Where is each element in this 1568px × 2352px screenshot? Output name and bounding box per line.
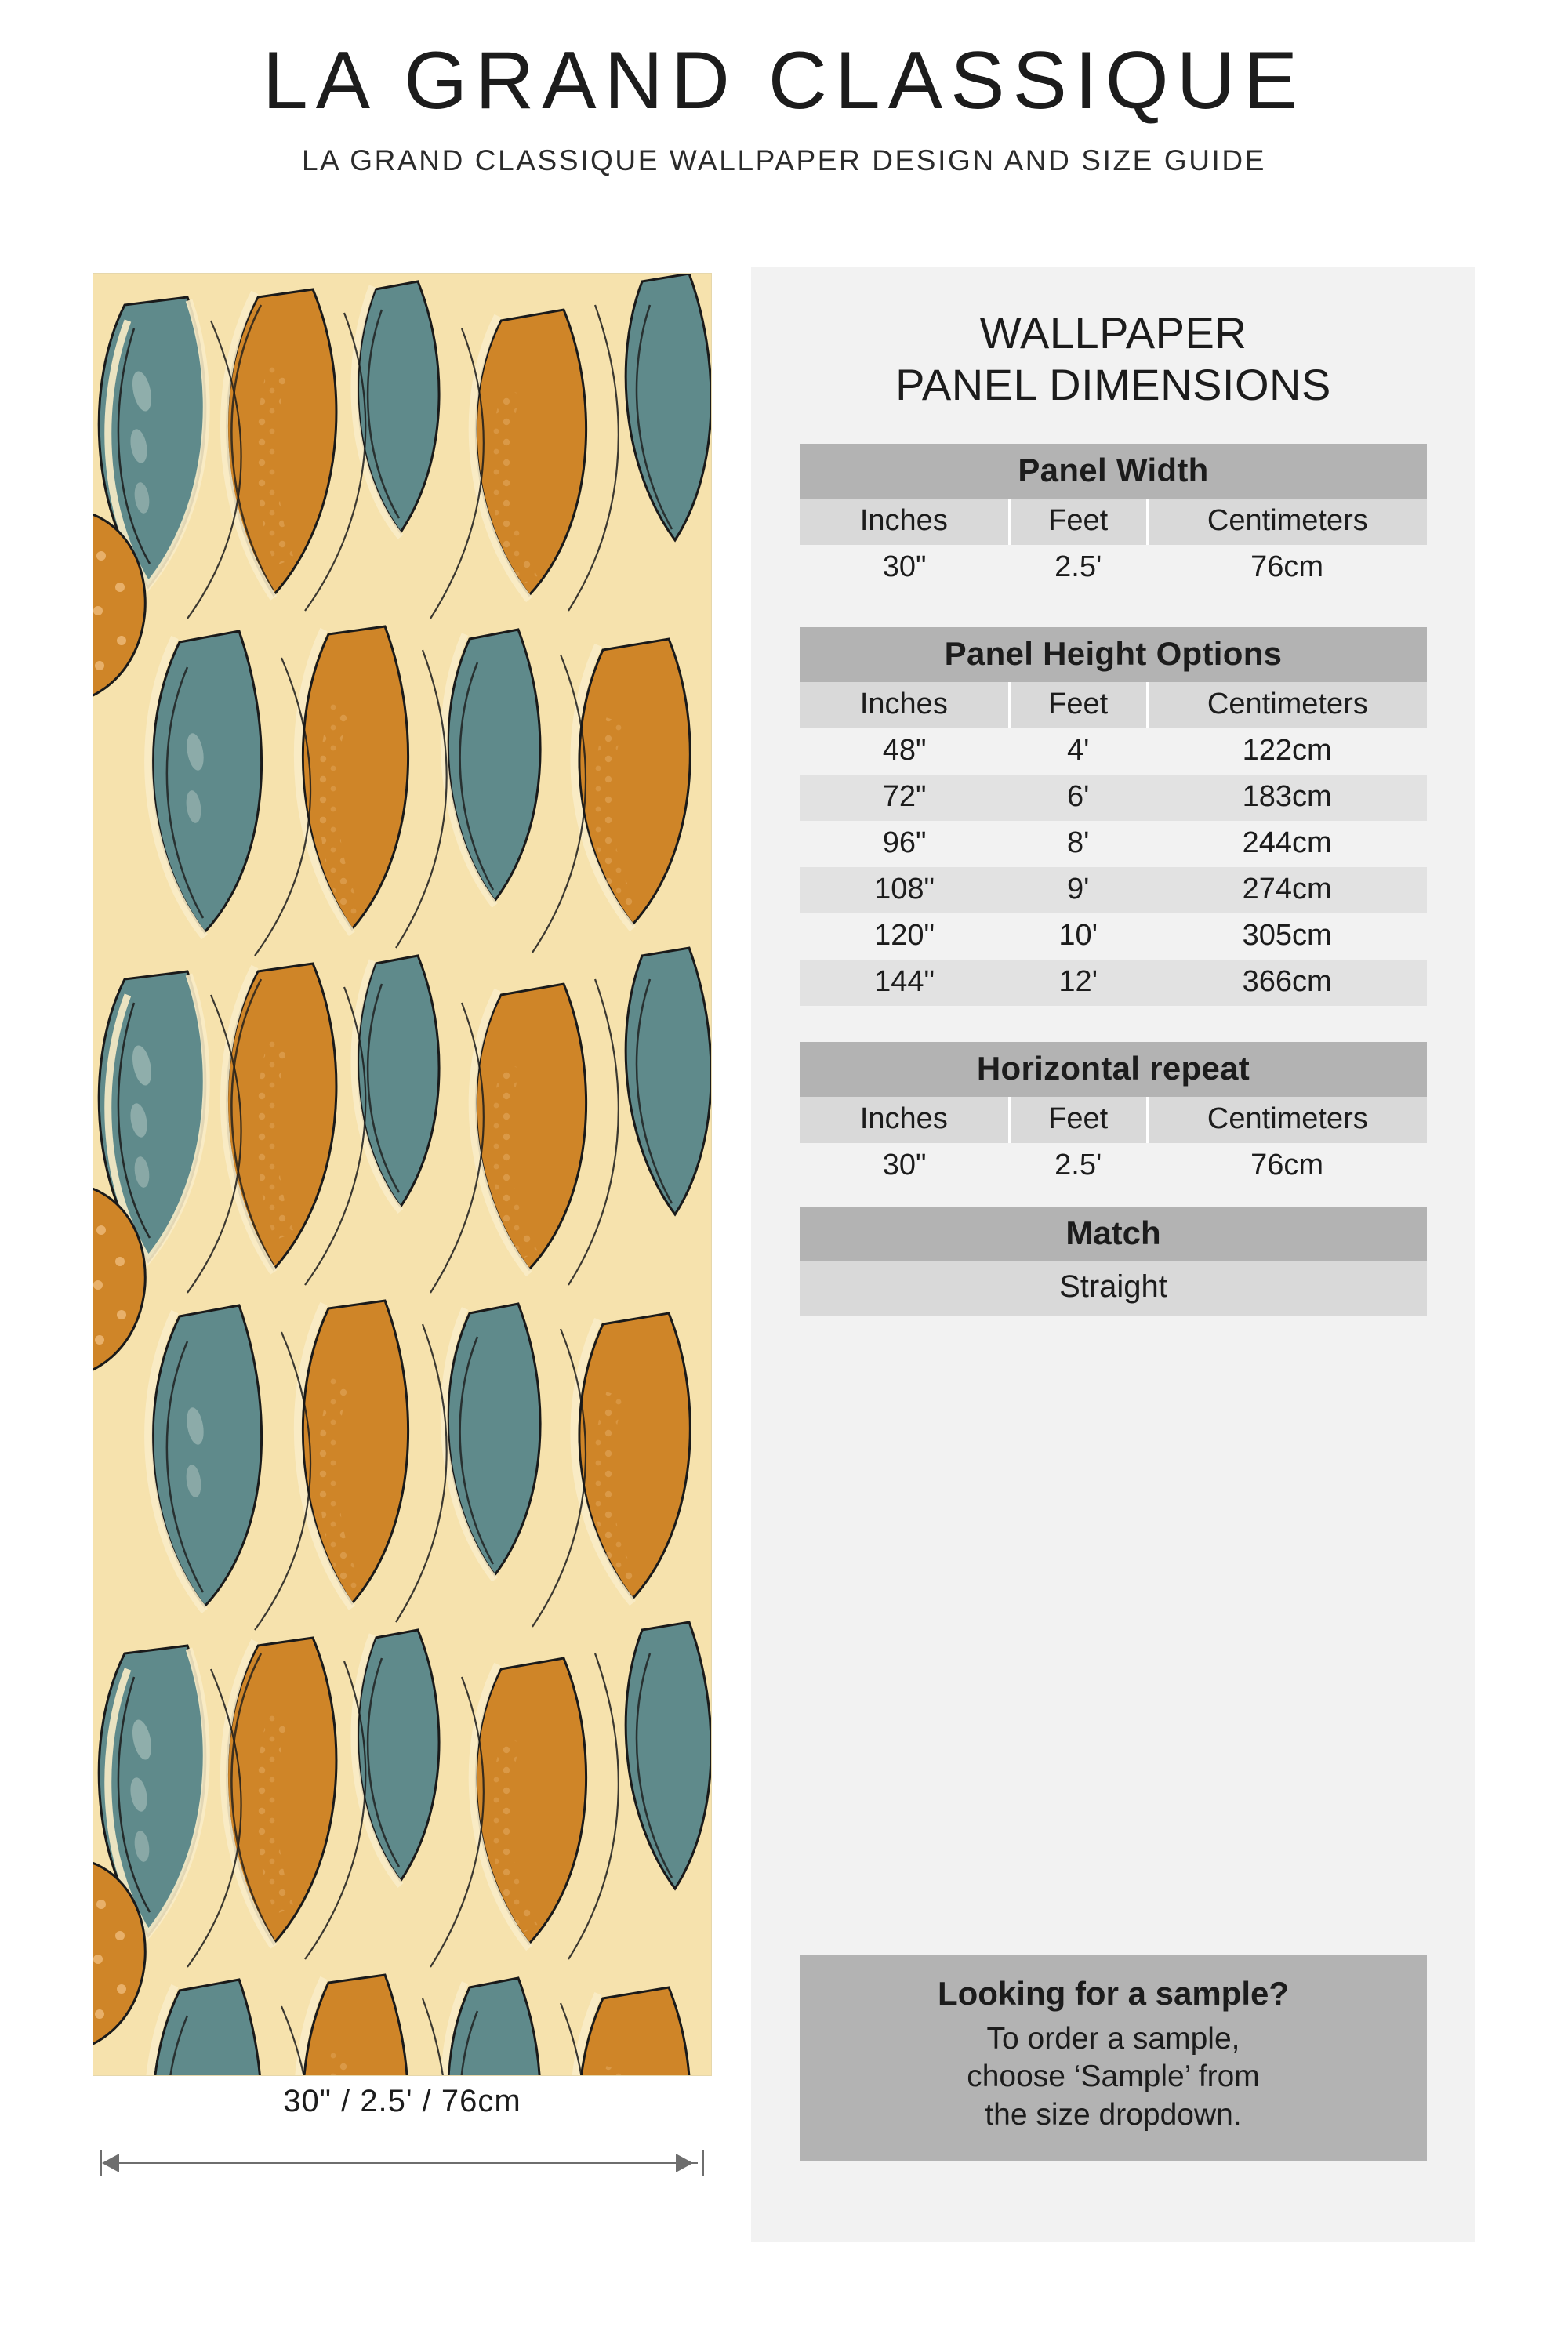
- sample-callout-title: Looking for a sample?: [937, 1974, 1290, 2012]
- table-row: [800, 913, 1427, 960]
- arrow-left-icon: [102, 2154, 119, 2172]
- panel-width-band: Panel Width: [800, 444, 1427, 499]
- sample-callout-line3: the size dropdown.: [985, 2097, 1242, 2132]
- main-content: [0, 267, 1568, 2250]
- cell-centimeters: 366cm: [1147, 960, 1427, 1006]
- column-header-feet: Feet: [1009, 499, 1147, 545]
- cell-centimeters: 244cm: [1242, 826, 1332, 860]
- column-header-feet: Feet: [1009, 682, 1147, 728]
- cell-feet: 10': [1058, 919, 1098, 953]
- cell-inches: 72": [800, 775, 1009, 821]
- panel-title-line2: PANEL DIMENSIONS: [895, 360, 1331, 410]
- column-header-inches: Inches: [800, 499, 1009, 545]
- panel-height-band: Panel Height Options: [800, 627, 1427, 682]
- panel-title: [751, 267, 1475, 411]
- horizontal-repeat-column-headers: [800, 1097, 1427, 1143]
- column-header-inches: Inches: [800, 682, 1009, 728]
- cell-inches: 120": [874, 919, 935, 953]
- table-row: [800, 960, 1427, 1006]
- panel-width-table: [800, 444, 1427, 591]
- cell-feet: 12': [1009, 960, 1147, 1006]
- column-header-inches: Inches: [800, 1097, 1009, 1143]
- table-row: [800, 545, 1427, 591]
- cell-inches: 30": [882, 550, 927, 584]
- cell-feet: 9': [1009, 867, 1147, 913]
- column-header-centimeters: Centimeters: [1147, 1097, 1427, 1143]
- table-spacer: [800, 1189, 1427, 1207]
- table-spacer: [800, 1006, 1427, 1042]
- cell-centimeters: 76cm: [1250, 1149, 1324, 1182]
- table-row: [800, 867, 1427, 913]
- document-header: [0, 0, 1568, 177]
- dimension-line: [107, 2162, 698, 2164]
- sample-callout-line2: choose ‘Sample’ from: [967, 2060, 1260, 2094]
- cell-inches: 30": [882, 1149, 927, 1182]
- cell-feet: 6': [1009, 775, 1147, 821]
- panel-height-table: [800, 627, 1427, 1006]
- dimensions-panel: [751, 267, 1475, 2242]
- dimension-tick-right: [702, 2150, 704, 2176]
- wallpaper-pattern-graphic: [93, 274, 712, 2076]
- cell-feet: 8': [1066, 826, 1090, 860]
- horizontal-repeat-table: [800, 1042, 1427, 1189]
- table-spacer: [800, 591, 1427, 627]
- cell-centimeters: 274cm: [1147, 867, 1427, 913]
- arrow-right-icon: [676, 2154, 693, 2172]
- cell-feet: 4': [1066, 734, 1090, 768]
- column-header-centimeters: Centimeters: [1147, 682, 1427, 728]
- match-table: [800, 1207, 1427, 1316]
- brand-title: LA GRAND CLASSIQUE: [262, 35, 1306, 126]
- cell-inches: 48": [882, 734, 927, 768]
- dimension-tables: [751, 444, 1475, 1316]
- cell-centimeters: 305cm: [1242, 919, 1332, 953]
- panel-title-line1: WALLPAPER: [979, 308, 1247, 358]
- wallpaper-swatch-wrapper: [93, 273, 712, 2076]
- cell-centimeters: 122cm: [1242, 734, 1332, 768]
- match-value: Straight: [800, 1261, 1427, 1316]
- panel-width-column-headers: [800, 499, 1427, 545]
- cell-inches: 144": [800, 960, 1009, 1006]
- cell-centimeters: 76cm: [1250, 550, 1324, 584]
- column-header-centimeters: Centimeters: [1147, 499, 1427, 545]
- cell-centimeters: 183cm: [1147, 775, 1427, 821]
- panel-height-column-headers: [800, 682, 1427, 728]
- wallpaper-swatch: [93, 273, 712, 2076]
- table-row: [800, 728, 1427, 775]
- sample-callout-line1: To order a sample,: [986, 2021, 1240, 2056]
- cell-inches: 108": [800, 867, 1009, 913]
- swatch-width-caption: 30" / 2.5' / 76cm: [283, 2084, 521, 2118]
- brand-subtitle: LA GRAND CLASSIQUE WALLPAPER DESIGN AND SIZE GUIDE: [301, 144, 1266, 177]
- table-row: [800, 1143, 1427, 1189]
- sample-callout: [800, 1955, 1427, 2161]
- match-band: Match: [800, 1207, 1427, 1261]
- cell-feet: 2.5': [1054, 550, 1102, 584]
- table-row: [800, 821, 1427, 867]
- table-row: [800, 775, 1427, 821]
- column-header-feet: Feet: [1009, 1097, 1147, 1143]
- horizontal-repeat-band: Horizontal repeat: [800, 1042, 1427, 1097]
- cell-feet: 2.5': [1054, 1149, 1102, 1182]
- cell-inches: 96": [882, 826, 927, 860]
- swatch-width-dimension-arrow: [93, 2148, 712, 2180]
